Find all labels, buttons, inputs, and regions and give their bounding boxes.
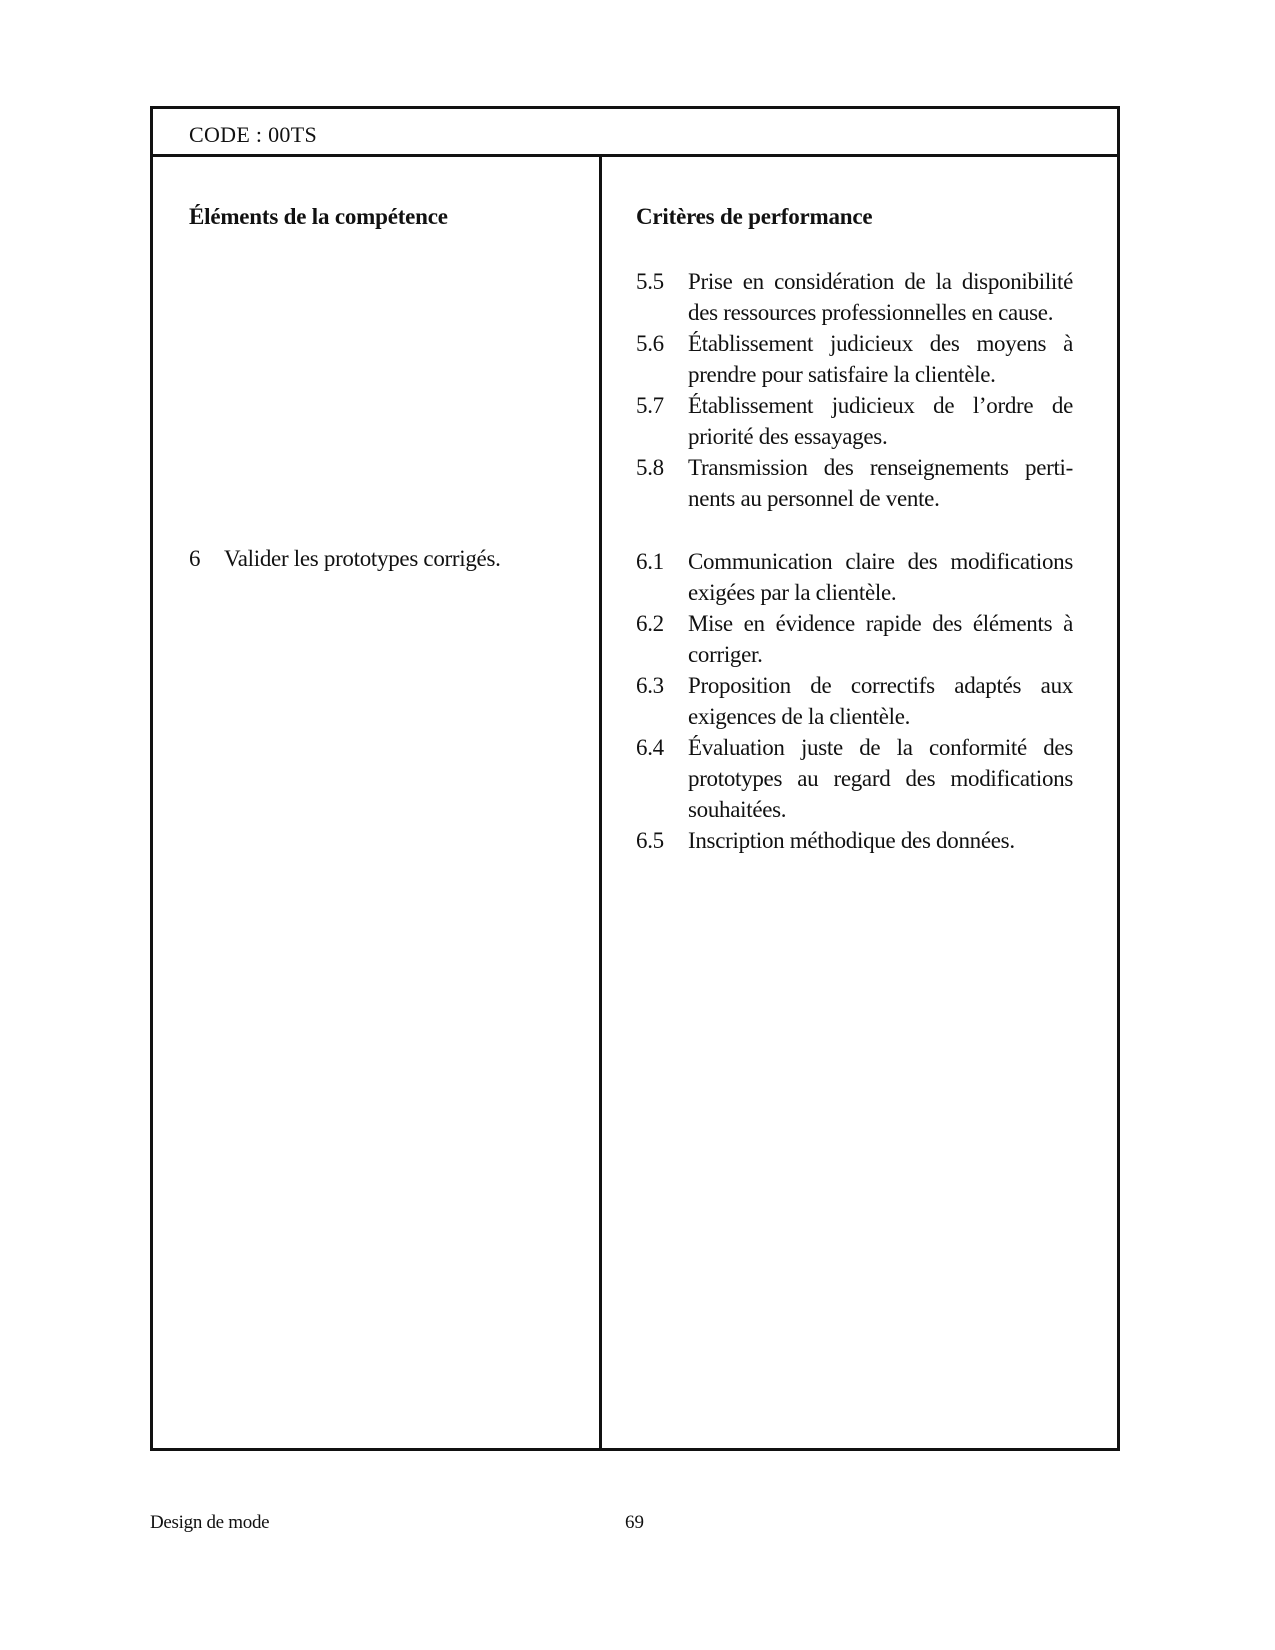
- element-text: Valider les prototypes corrigés.: [224, 546, 501, 571]
- criterion-text: Proposition de correctifs adaptés aux exigences de la clientèle.: [688, 673, 1073, 729]
- criterion-text: Évaluation juste de la conformité des prototypes au regard des modifications souhaitées.: [688, 735, 1073, 822]
- page-number: 69: [625, 1512, 644, 1533]
- code-row: [153, 109, 1117, 157]
- criterion-text: Établissement judicieux de l’ordre de priorité des essayages.: [688, 393, 1073, 449]
- competency-element: [189, 546, 501, 572]
- criterion-item: [636, 608, 1073, 670]
- criterion-text: Communication claire des modifications exigées par la clientèle.: [688, 549, 1073, 605]
- competency-table: [150, 106, 1120, 1451]
- criterion-text: Transmission des renseignements perti-nents au personnel de vente.: [688, 455, 1073, 511]
- criterion-text: Prise en considération de la disponibilité des ressources professionnelles en cause.: [688, 269, 1073, 325]
- criterion-item: [636, 670, 1073, 732]
- criterion-item: [636, 328, 1073, 390]
- element-number: 6: [189, 546, 201, 571]
- criteria-list-6: [636, 546, 1073, 856]
- criterion-text: Mise en évidence rapide des éléments à corriger.: [688, 611, 1073, 667]
- criterion-text: Inscription méthodique des données.: [688, 828, 1015, 853]
- criterion-number: 5.5: [636, 269, 664, 294]
- criterion-item: [636, 266, 1073, 328]
- criterion-item: [636, 825, 1073, 856]
- footer-title: Design de mode: [150, 1512, 270, 1533]
- criterion-number: 6.4: [636, 735, 664, 760]
- code-label: CODE : 00TS: [189, 122, 317, 147]
- column-divider: [599, 157, 602, 1448]
- criterion-number: 6.2: [636, 611, 664, 636]
- criterion-number: 5.6: [636, 331, 664, 356]
- criterion-number: 6.1: [636, 549, 664, 574]
- criterion-item: [636, 452, 1073, 514]
- elements-heading: Éléments de la compétence: [189, 204, 448, 229]
- criterion-number: 5.7: [636, 393, 664, 418]
- criterion-item: [636, 546, 1073, 608]
- criterion-number: 6.3: [636, 673, 664, 698]
- criteria-list-5: [636, 266, 1073, 514]
- criterion-item: [636, 732, 1073, 825]
- criterion-number: 6.5: [636, 828, 664, 853]
- criterion-text: Établissement judicieux des moyens à prendre pour satisfaire la clientèle.: [688, 331, 1073, 387]
- criterion-item: [636, 390, 1073, 452]
- criterion-number: 5.8: [636, 455, 664, 480]
- criteria-heading: Critères de performance: [636, 204, 873, 229]
